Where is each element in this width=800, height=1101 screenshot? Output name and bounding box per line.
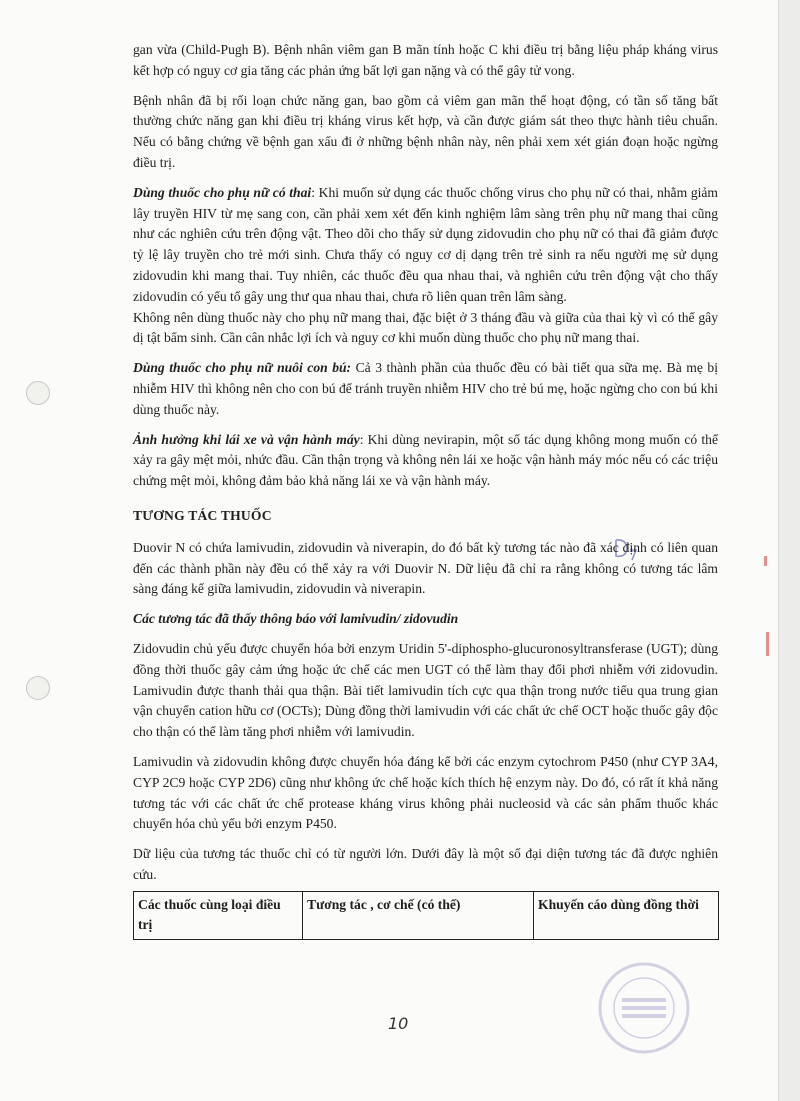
driving-text: : Khi dùng nevirapin, một số tác dụng không mong muốn có thể xảy ra gây mệt mỏi, nhức đầu. Cần thận trọng và không nên lái xe hoặc vận hành máy móc nếu có các triệu chứng mệt mỏi, không đảm bảo khả năng lái xe và vận hành máy. bbox=[133, 431, 718, 489]
paragraph-ugt: Zidovudin chủ yếu được chuyển hóa bởi enzym Uridin 5'-diphospho-glucuronosyltransferase (UGT); dùng đồng thời thuốc gây cảm ứng hoặc ức chế các men UGT có thể làm thay đổi phơi nhiễm với zidovudin. Lamivudin được thanh thải qua thận. Bài tiết lamivudin tích cực qua thận trong nước tiểu qua trung gian vận chuyển cation hữu cơ (OCTs); Dùng đồng thời lamivudin với các chất ức chế OCT hoặc thuốc gây độc cho thận có thể làm tăng phơi nhiễm với lamivudin. bbox=[133, 640, 718, 740]
paragraph-cyp: Lamivudin và zidovudin không được chuyển hóa đáng kể bởi các enzym cytochrom P450 (như CYP 3A4, CYP 2C9 hoặc CYP 2D6) cũng như không ức chế hoặc kích thích hệ enzym này. Do đó, có rất ít khả năng tương tác với các chất ức chế protease kháng virus không phải nucleosid và các sản phẩm thuốc khác chuyển hóa chủ yếu bởi enzym P450. bbox=[133, 753, 718, 832]
paragraph-pregnancy bbox=[133, 183, 718, 308]
table-header-cell: Tương tác , cơ chế (có thể) bbox=[303, 891, 534, 939]
interactions-heading: TƯƠNG TÁC THUỐC bbox=[133, 507, 272, 523]
paragraph-interactions: Duovir N có chứa lamivudin, zidovudin và niverapin, do đó bất kỳ tương tác nào đã xác định có liên quan đến các thành phần này đều có thể xảy ra với Duovir N. Dữ liệu đã chỉ ra rằng không có tương tác lâm sàng đáng kể giữa lamivudin, zidovudin và niverapin. bbox=[133, 539, 718, 597]
margin-red-mark bbox=[766, 632, 769, 656]
pregnancy-heading: Dùng thuốc cho phụ nữ có thai bbox=[133, 184, 312, 200]
punch-hole-bottom bbox=[26, 676, 50, 700]
document-body bbox=[133, 40, 718, 940]
page-edge bbox=[778, 0, 800, 1101]
paragraph-liver-dysfunction: Bệnh nhân đã bị rối loạn chức năng gan, bao gồm cả viêm gan mãn thể hoạt động, có tần số tăng bất thường chức năng gan khi điều trị kháng virus kết hợp, và cần được giám sát theo thực hành tiêu chuẩn. Nếu có bằng chứng về bệnh gan xấu đi ở những bệnh nhân này, nên phải xem xét gián đoạn hoặc ngừng điều trị. bbox=[133, 92, 718, 170]
paragraph-driving bbox=[133, 430, 718, 492]
punch-hole-top bbox=[26, 381, 50, 405]
pregnancy-text: : Khi muốn sử dụng các thuốc chống virus cho phụ nữ có thai, nhằm giảm lây truyền HIV từ mẹ sang con, cần phải xem xét đến kinh nghiệm lâm sàng trên phụ nữ mang thai cũng như các nghiên cứu trên động vật. Theo dõi cho thấy sử dụng zidovudin cho phụ nữ có thai đã giảm được tỷ lệ lây truyền cho trẻ mới sinh. Chưa thấy có nguy cơ dị dạng trên trẻ sinh ra nếu người mẹ sử dụng zidovudin khi mang thai. Tuy nhiên, các thuốc đều qua nhau thai, và nghiên cứu trên động vật cho thấy zidovudin có yếu tố gây ung thư qua nhau thai, chưa rõ liên quan trên lâm sàng. bbox=[133, 184, 719, 304]
page-number: 10 bbox=[388, 1014, 409, 1033]
interactions-table bbox=[133, 891, 719, 940]
paragraph-breastfeeding bbox=[133, 358, 718, 420]
paragraph-pregnancy-warning: Không nên dùng thuốc này cho phụ nữ mang thai, đặc biệt ở 3 tháng đầu và giữa của thai kỳ vì có thể gây dị tật bẩm sinh. Cần cân nhắc lợi ích và nguy cơ khi muốn dùng thuốc cho phụ nữ mang thai. bbox=[133, 309, 718, 346]
table-header-cell: Khuyến cáo dùng đồng thời bbox=[534, 891, 719, 939]
driving-heading: Ảnh hưởng khi lái xe và vận hành máy bbox=[133, 431, 360, 447]
margin-red-mark bbox=[764, 556, 767, 566]
paragraph-liver-risk: gan vừa (Child-Pugh B). Bệnh nhân viêm gan B mãn tính hoặc C khi điều trị bằng liệu pháp kháng virus kết hợp có nguy cơ gia tăng các phản ứng bất lợi gan nặng và có thể gây tử vong. bbox=[133, 42, 718, 78]
reported-interactions-heading: Các tương tác đã thấy thông báo với lamivudin/ zidovudin bbox=[133, 611, 459, 627]
company-stamp bbox=[596, 960, 692, 1056]
breastfeeding-text: Cả 3 thành phần của thuốc đều có bài tiết qua sữa mẹ. Bà mẹ bị nhiễm HIV thì không nên cho con bú để tránh truyền nhiễm HIV cho trẻ bú mẹ, hoặc ngừng cho con bú khi dùng thuốc này. bbox=[133, 360, 718, 417]
breastfeeding-heading: Dùng thuốc cho phụ nữ nuôi con bú: bbox=[133, 360, 352, 376]
table-header-row bbox=[134, 891, 719, 939]
table-header-cell: Các thuốc cùng loại điều trị bbox=[134, 891, 303, 939]
paragraph-adult-data: Dữ liệu của tương tác thuốc chỉ có từ người lớn. Dưới đây là một số đại diện tương tác đã được nghiên cứu. bbox=[133, 846, 718, 882]
